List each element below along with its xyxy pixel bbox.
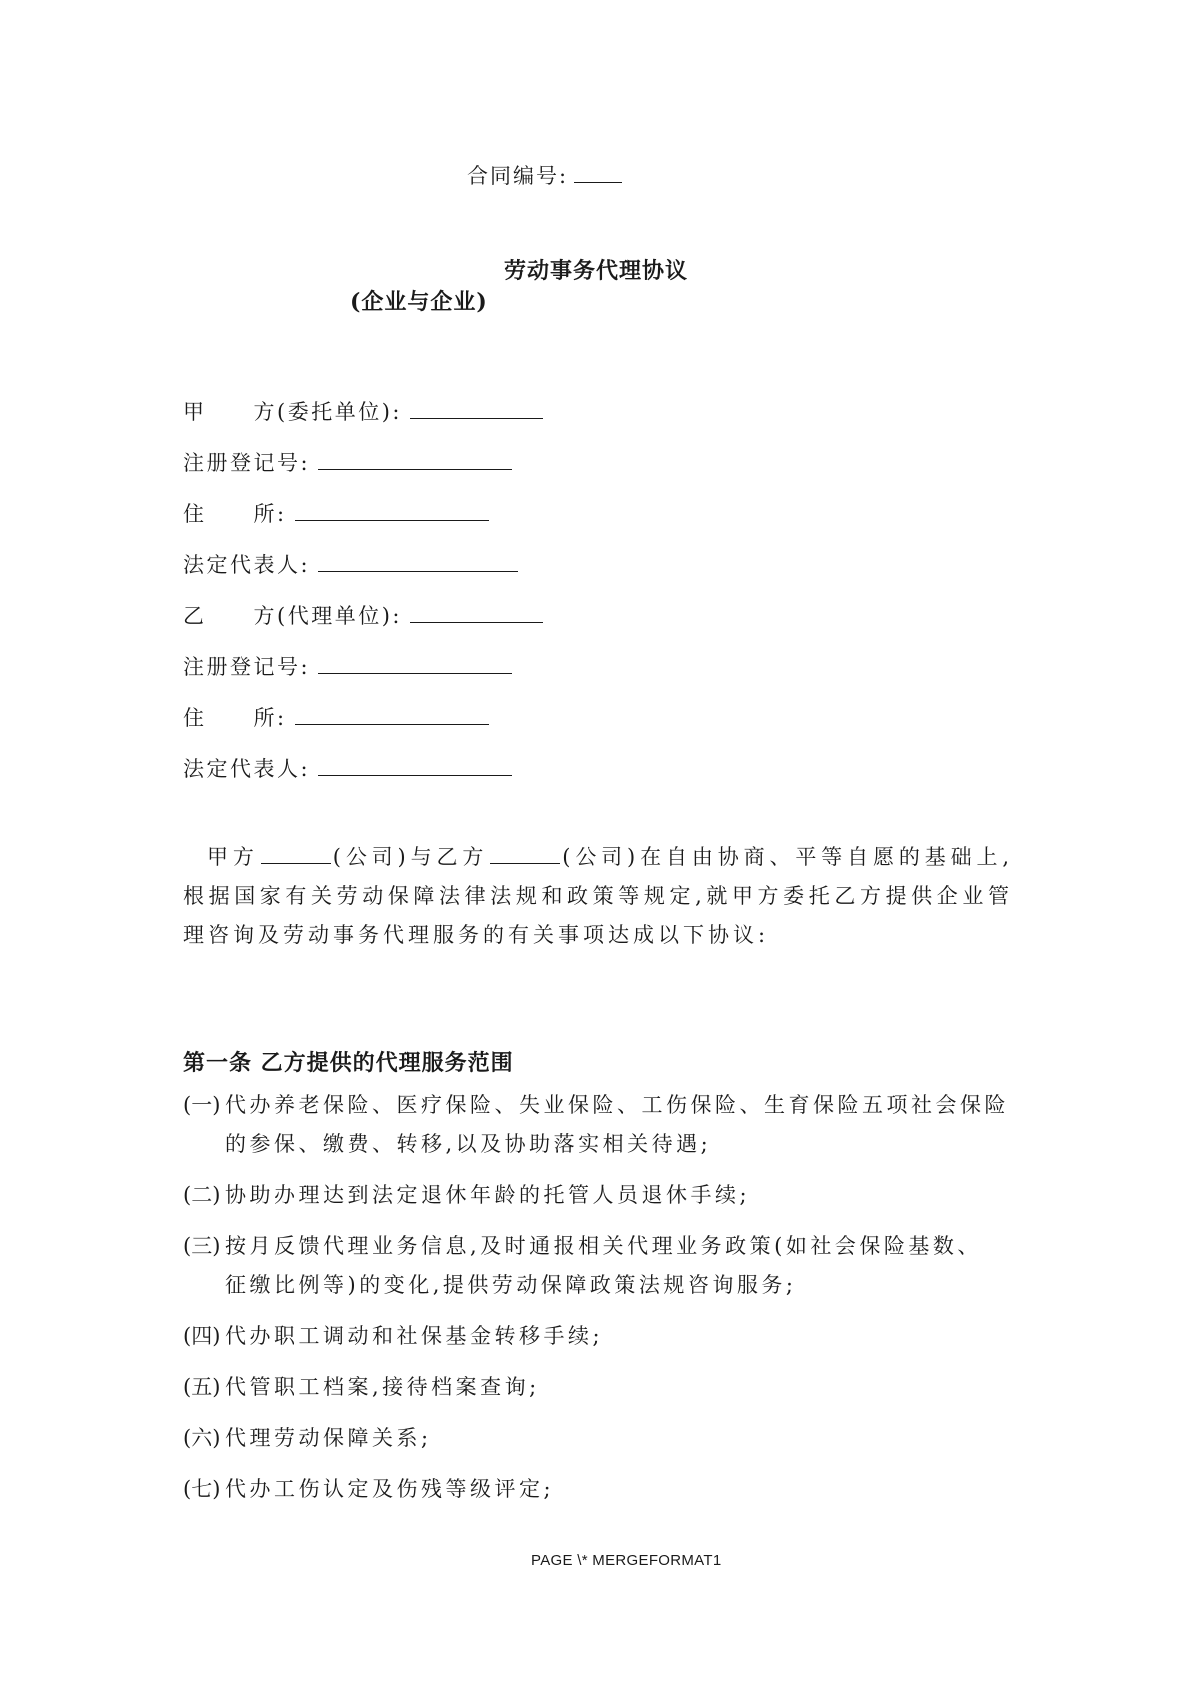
- field-label: 甲 方(委托单位):: [183, 400, 402, 424]
- field-label: 法定代表人:: [183, 553, 311, 577]
- article-1-heading: 第一条 乙方提供的代理服务范围: [183, 1050, 514, 1076]
- fill-line: [318, 757, 512, 776]
- item-number: (三): [183, 1234, 221, 1258]
- list-item: [183, 1419, 1013, 1458]
- list-item: [183, 1086, 1013, 1164]
- field-label: 注册登记号:: [183, 451, 311, 475]
- intro-part-1: 甲方: [207, 845, 259, 869]
- company-blank-a: [261, 847, 331, 864]
- list-item: [183, 1317, 1013, 1356]
- company-blank-b: [490, 847, 560, 864]
- fill-line: [410, 604, 543, 623]
- item-text-continued: 征缴比例等)的变化,提供劳动保障政策法规咨询服务;: [225, 1273, 797, 1297]
- intro-part-3: (公司)在自由协商、平等自愿的基础上,根据国家有关劳动保障法律法规和政策等规定,就甲方委托乙方提供企业管理咨询及劳动事务代理服务的有关事项达成以下协议:: [183, 845, 1014, 947]
- field-label: 住 所:: [183, 706, 287, 730]
- item-number: (七): [183, 1477, 221, 1501]
- item-text-continued: 的参保、缴费、转移,以及协助落实相关待遇;: [225, 1132, 712, 1156]
- page-footer: PAGE \* MERGEFORMAT1: [531, 1552, 722, 1569]
- party-b-field: [183, 600, 543, 630]
- list-item: [183, 1368, 1013, 1407]
- party-a-registration-field: [183, 447, 512, 477]
- item-text: 按月反馈代理业务信息,及时通报相关代理业务政策(如社会保险基数、: [225, 1234, 982, 1258]
- item-number: (二): [183, 1183, 221, 1207]
- party-b-address-field: [183, 702, 489, 732]
- fill-line: [318, 553, 518, 572]
- item-number: (五): [183, 1375, 221, 1399]
- fill-line: [410, 400, 543, 419]
- item-text: 代办职工调动和社保基金转移手续;: [225, 1324, 604, 1348]
- item-text: 协助办理达到法定退休年龄的托管人员退休手续;: [225, 1183, 751, 1207]
- intro-paragraph: [183, 838, 1013, 955]
- field-label: 乙 方(代理单位):: [183, 604, 402, 628]
- fill-line: [318, 655, 512, 674]
- field-label: 注册登记号:: [183, 655, 311, 679]
- contract-number-blank: [574, 166, 622, 183]
- party-a-representative-field: [183, 549, 518, 579]
- fill-line: [295, 502, 489, 521]
- item-number: (一): [183, 1093, 221, 1117]
- party-a-field: [183, 396, 543, 426]
- contract-number: [467, 160, 622, 190]
- list-item: [183, 1470, 1013, 1509]
- contract-number-label: 合同编号:: [467, 164, 569, 188]
- list-item: [183, 1227, 1013, 1305]
- item-number: (六): [183, 1426, 221, 1450]
- fill-line: [295, 706, 489, 725]
- document-title: 劳动事务代理协议: [504, 258, 689, 284]
- party-b-representative-field: [183, 753, 512, 783]
- document-subtitle: (企业与企业): [350, 289, 488, 315]
- intro-part-2: (公司)与乙方: [332, 845, 489, 869]
- field-label: 住 所:: [183, 502, 287, 526]
- item-text: 代理劳动保障关系;: [225, 1426, 432, 1450]
- item-number: (四): [183, 1324, 221, 1348]
- party-a-address-field: [183, 498, 489, 528]
- party-b-registration-field: [183, 651, 512, 681]
- list-item: [183, 1176, 1013, 1215]
- field-label: 法定代表人:: [183, 757, 311, 781]
- item-text: 代办工伤认定及伤残等级评定;: [225, 1477, 555, 1501]
- item-text: 代办养老保险、医疗保险、失业保险、工伤保险、生育保险五项社会保险: [225, 1093, 1009, 1117]
- item-text: 代管职工档案,接待档案查询;: [225, 1375, 540, 1399]
- fill-line: [318, 451, 512, 470]
